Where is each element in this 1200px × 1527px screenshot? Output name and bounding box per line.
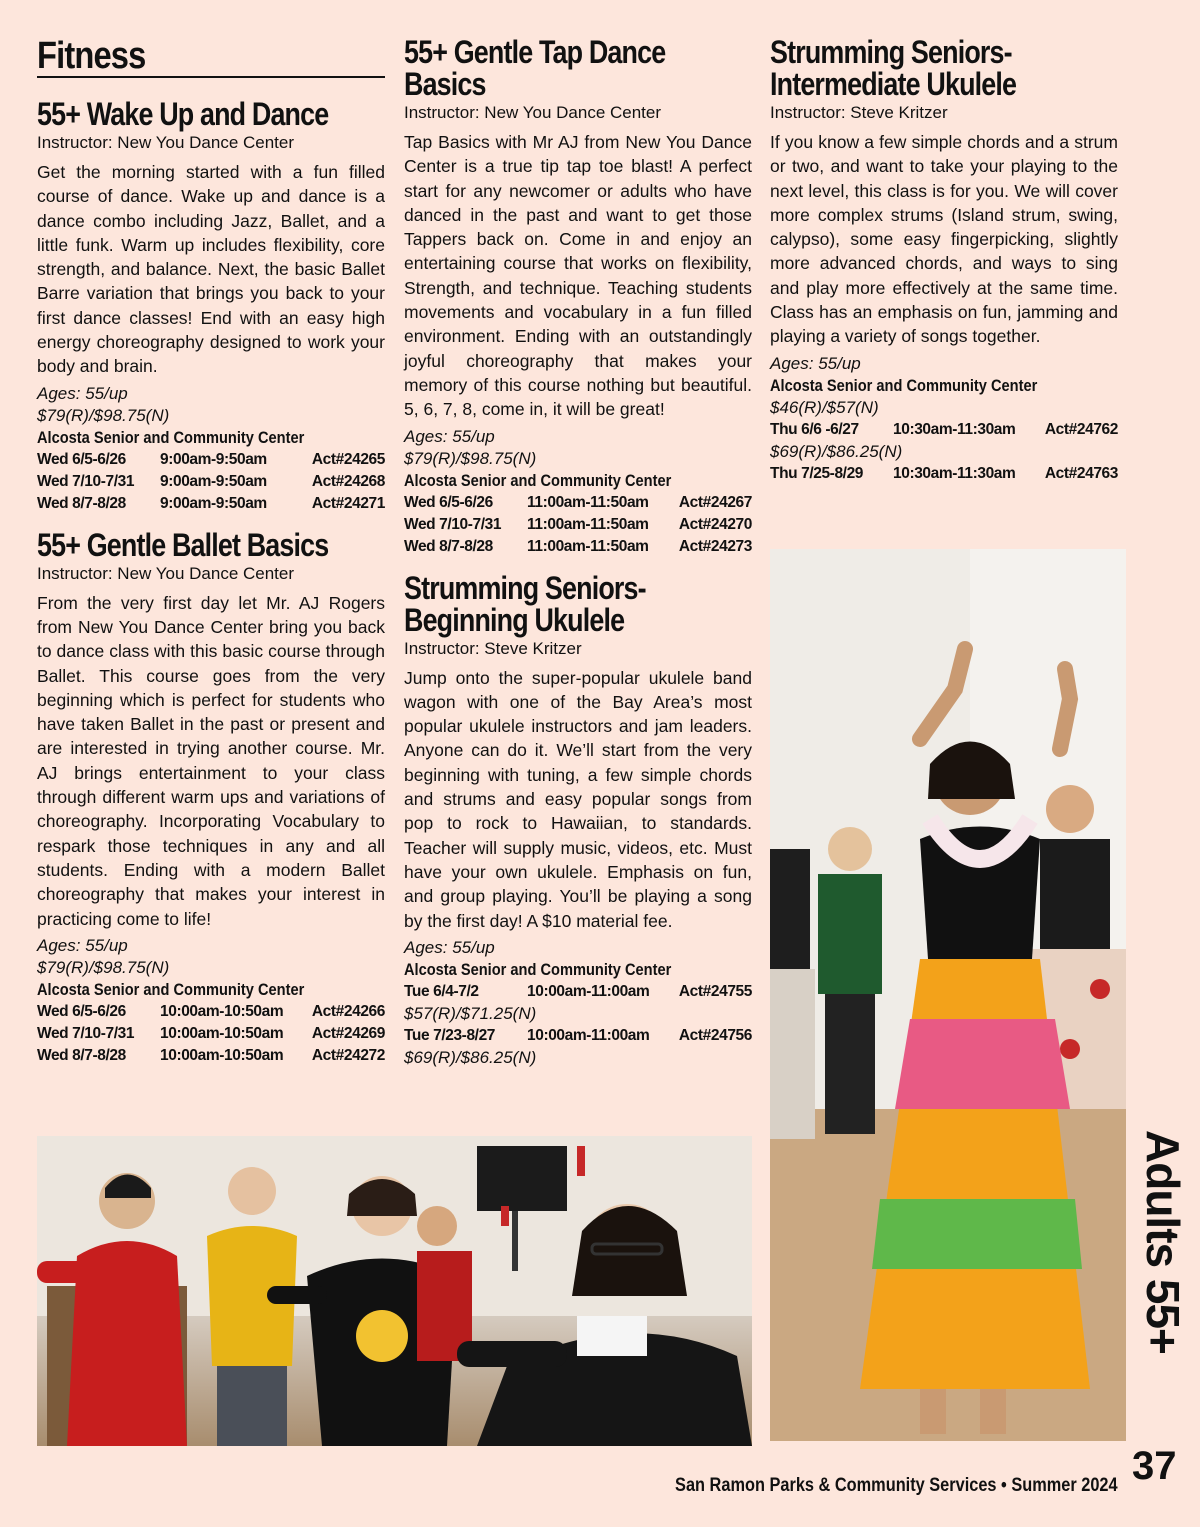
session-dates: Wed 7/10-7/31 xyxy=(404,515,502,533)
tai-chi-class-photo xyxy=(37,1136,752,1446)
schedule-table xyxy=(770,463,1118,485)
session-time: 11:00am-11:50am xyxy=(527,493,649,511)
course-title-line: Intermediate Ukulele xyxy=(770,66,1017,102)
schedule-table xyxy=(404,1025,752,1047)
course-price: $79(R)/$98.75(N) xyxy=(37,957,170,977)
session-activity-number: Act#24269 xyxy=(311,1024,385,1042)
course-ages: Ages: 55/up xyxy=(404,426,495,446)
course-description: If you know a few simple chords and a strum or two, and want to take your playing to the next level, this class is for you. We will cover more complex strums (Island strum, swing, calypso), some easy fingerpicking, slightly more advanced chords, and ways to sing and play more effectively at the same time. Class has an emphasis on fun, jamming and playing a variety of songs together. xyxy=(770,132,1118,347)
course-title xyxy=(404,36,696,100)
course-title xyxy=(770,36,1062,100)
hula-illustration xyxy=(770,549,1126,1441)
course-location: Alcosta Senior and Community Center xyxy=(770,375,1038,395)
session-time: 10:00am-10:50am xyxy=(160,1046,284,1064)
side-tab-label: Adults 55+ xyxy=(1137,1130,1189,1354)
schedule-row xyxy=(37,471,385,493)
session-dates: Wed 8/7-8/28 xyxy=(37,1046,126,1064)
session-time: 10:00am-11:00am xyxy=(527,982,650,1000)
session-activity-number: Act#24271 xyxy=(311,494,385,512)
session-activity-number: Act#24270 xyxy=(678,515,752,533)
course-instructor: Instructor: New You Dance Center xyxy=(404,103,662,122)
session-activity-number: Act#24272 xyxy=(311,1046,385,1064)
course-price: $57(R)/$71.25(N) xyxy=(404,1003,537,1023)
schedule-row xyxy=(37,1045,385,1067)
session-activity-number: Act#24756 xyxy=(678,1026,752,1044)
course-description: Jump onto the super-popular ukulele band wagon with one of the Bay Area’s most popular ukulele instructors and jam leaders. Anyone can do it. We’ll start from the very beginning with tuning, a few simple chords and strums and easy popular songs from pop to rock to Hawaiian, to standards. Teacher will supply music, videos, etc. Must have your own ukulele. Emphasis on fun, and group playing. You’ll be playing a song by the first day! A $10 material fee. xyxy=(404,667,752,931)
schedule-table xyxy=(37,449,385,515)
course-price: $69(R)/$86.25(N) xyxy=(404,1047,537,1067)
course-title-line: 55+ Gentle Tap Dance xyxy=(404,34,666,70)
course-description: Tap Basics with Mr AJ from New You Dance Center is a true tip tap toe blast! A perfect start for any newcomer or adults who have danced in the past and want to get those Tappers back on. Come in and enjoy an entertaining course that works on flexibility, Strength, and technique. Teaching students movements and vocabulary in a fun filled environment. Ending with an outstandingly joyful choreography that makes your memory of this course nothing but beautiful. 5, 6, 7, 8, come in, it will be great! xyxy=(404,132,752,420)
session-activity-number: Act#24268 xyxy=(311,472,385,490)
course-instructor: Instructor: New You Dance Center xyxy=(37,563,295,583)
course-description: From the very first day let Mr. AJ Rogers from New You Dance Center bring you back to dance class with this basic course through Ballet. This course goes from the very beginning which is perfect for students who have taken Ballet in the past or present and are interested in trying another course. Mr. AJ brings entertainment to your class through different warm ups and variations of choreography. Incorporating Vocabulary to respark those techniques in any and all students. Ending with a modern Ballet choreography that makes your interest in practicing come to life! xyxy=(37,592,385,929)
course-title: 55+ Wake Up and Dance xyxy=(37,96,329,132)
course-title-line: Strumming Seniors- xyxy=(404,569,646,606)
session-time: 9:00am-9:50am xyxy=(160,472,267,490)
session-dates: Wed 8/7-8/28 xyxy=(404,537,493,555)
schedule-row xyxy=(404,981,752,1003)
course-ages: Ages: 55/up xyxy=(770,353,861,373)
schedule-row xyxy=(37,1023,385,1045)
session-activity-number: Act#24762 xyxy=(1044,420,1118,438)
session-time: 10:30am-11:30am xyxy=(893,420,1016,438)
course-gentle-ballet-basics xyxy=(37,526,385,1067)
session-dates: Thu 7/25-8/29 xyxy=(770,464,864,482)
course-description: Get the morning started with a fun filled course of dance. Wake up and dance is a dance combo including Jazz, Ballet, and a little funk. Warm up includes flexibility, core strength, and balance. Next, the basic Ballet Barre variation that brings you back to your first dance classes! End with an easy high energy choreography designed to work your body and brain. xyxy=(37,162,385,377)
page-footer: San Ramon Parks & Community Services • Summer 2024 xyxy=(675,1475,1118,1496)
course-beginning-ukulele xyxy=(404,569,752,1069)
course-title xyxy=(404,569,696,638)
session-time: 10:00am-11:00am xyxy=(527,1026,650,1044)
session-time: 9:00am-9:50am xyxy=(160,450,267,468)
course-location: Alcosta Senior and Community Center xyxy=(37,427,305,447)
session-time: 11:00am-11:50am xyxy=(527,537,649,555)
session-activity-number: Act#24755 xyxy=(678,982,752,1000)
session-dates: Tue 7/23-8/27 xyxy=(404,1026,496,1044)
course-price: $79(R)/$98.75(N) xyxy=(37,405,170,425)
schedule-row xyxy=(404,492,752,514)
session-activity-number: Act#24763 xyxy=(1044,464,1118,482)
session-dates: Wed 8/7-8/28 xyxy=(37,494,126,512)
course-intermediate-ukulele xyxy=(770,36,1118,485)
column-2 xyxy=(404,36,752,1069)
course-title-line: Basics xyxy=(404,66,486,102)
schedule-row xyxy=(404,514,752,536)
session-time: 10:00am-10:50am xyxy=(160,1024,284,1042)
course-instructor: Instructor: Steve Kritzer xyxy=(404,638,582,658)
schedule-table xyxy=(404,981,752,1003)
column-1 xyxy=(37,36,385,1067)
session-activity-number: Act#24273 xyxy=(678,537,752,555)
course-title-line: Beginning Ukulele xyxy=(404,601,625,638)
course-instructor: Instructor: Steve Kritzer xyxy=(770,103,948,122)
session-dates: Wed 7/10-7/31 xyxy=(37,472,135,490)
course-ages: Ages: 55/up xyxy=(404,937,495,957)
session-time: 10:00am-10:50am xyxy=(160,1002,284,1020)
course-ages: Ages: 55/up xyxy=(37,383,128,403)
schedule-row xyxy=(770,463,1118,485)
session-dates: Wed 6/5-6/26 xyxy=(37,450,126,468)
schedule-row xyxy=(37,1001,385,1023)
session-activity-number: Act#24266 xyxy=(311,1002,385,1020)
schedule-table xyxy=(37,1001,385,1067)
column-3 xyxy=(770,36,1118,485)
course-title: 55+ Gentle Ballet Basics xyxy=(37,526,329,563)
session-dates: Tue 6/4-7/2 xyxy=(404,982,479,1000)
section-side-tab xyxy=(1133,1130,1193,1375)
course-location: Alcosta Senior and Community Center xyxy=(37,979,305,999)
course-gentle-tap-dance-basics xyxy=(404,36,752,558)
session-time: 10:30am-11:30am xyxy=(893,464,1016,482)
tai-chi-illustration xyxy=(37,1136,752,1446)
schedule-row xyxy=(37,449,385,471)
course-price: $46(R)/$57(N) xyxy=(770,397,879,417)
course-instructor: Instructor: New You Dance Center xyxy=(37,133,295,152)
course-wake-up-and-dance xyxy=(37,98,385,515)
course-price: $79(R)/$98.75(N) xyxy=(404,448,537,468)
schedule-row xyxy=(770,419,1118,441)
session-dates: Wed 6/5-6/26 xyxy=(37,1002,126,1020)
course-location: Alcosta Senior and Community Center xyxy=(404,959,672,979)
schedule-row xyxy=(404,1025,752,1047)
session-dates: Thu 6/6 -6/27 xyxy=(770,420,859,438)
schedule-row xyxy=(404,536,752,558)
section-title: Fitness xyxy=(37,35,146,77)
session-activity-number: Act#24267 xyxy=(678,493,752,511)
schedule-row xyxy=(37,493,385,515)
schedule-table xyxy=(404,492,752,558)
session-time: 11:00am-11:50am xyxy=(527,515,649,533)
session-time: 9:00am-9:50am xyxy=(160,494,267,512)
page-number: 37 xyxy=(1132,1444,1177,1488)
session-dates: Wed 7/10-7/31 xyxy=(37,1024,135,1042)
course-location: Alcosta Senior and Community Center xyxy=(404,470,672,490)
course-title-line: Strumming Seniors- xyxy=(770,34,1012,70)
course-price: $69(R)/$86.25(N) xyxy=(770,441,903,461)
course-ages: Ages: 55/up xyxy=(37,935,128,955)
session-dates: Wed 6/5-6/26 xyxy=(404,493,493,511)
hula-dance-photo xyxy=(770,549,1126,1441)
schedule-table xyxy=(770,419,1118,441)
session-activity-number: Act#24265 xyxy=(311,450,385,468)
